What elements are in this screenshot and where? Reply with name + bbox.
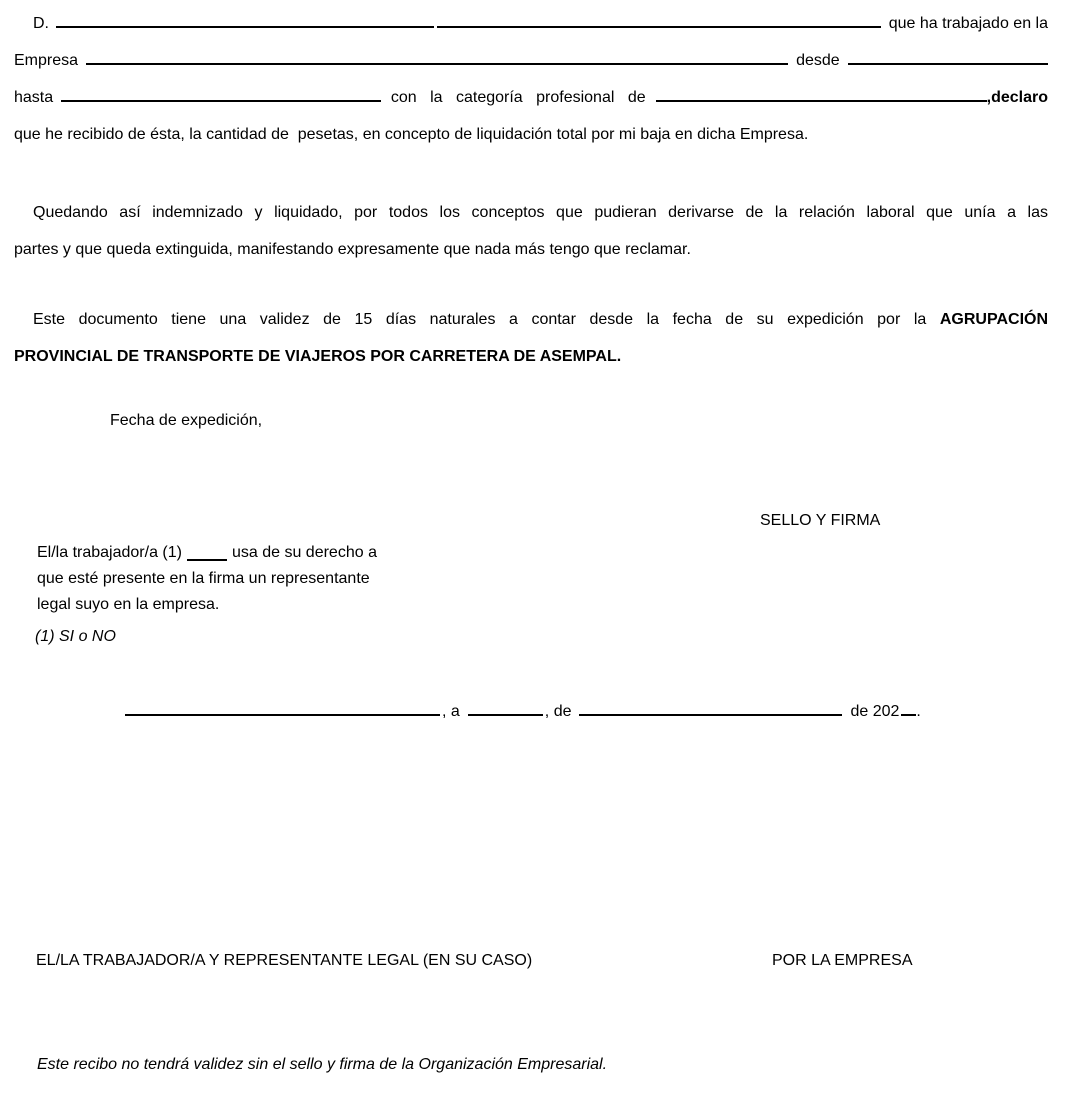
place-date-line <box>125 703 921 721</box>
validity-text: Este documento tiene una validez de 15 días naturales a contar desde la fecha de su expedición por la <box>33 311 927 328</box>
year-prefix-text: de 202 <box>850 703 900 720</box>
since-label: desde <box>796 52 840 69</box>
issue-date-text: Fecha de expedición, <box>110 412 263 429</box>
paragraph2-line2 <box>14 231 1048 268</box>
worker-clause-line2: que esté presente en la firma un representante <box>37 570 370 587</box>
paragraph3-line1 <box>33 301 1048 338</box>
signature-right-label <box>772 952 913 970</box>
company-signature-caption: POR LA EMPRESA <box>772 952 913 969</box>
worker-clause-line1-suffix: usa de su derecho a <box>231 544 377 561</box>
org-name-bold-part2: PROVINCIAL DE TRANSPORTE DE VIAJEROS POR CARRETERA DE ASEMPAL. <box>14 348 622 365</box>
amount-statement-text: que he recibido de ésta, la cantidad de pesetas, en concepto de liquidación total por mi baja en dicha Empresa. <box>14 126 809 143</box>
paragraph2-line2-text: partes y que queda extinguida, manifestando expresamente que nada más tengo que reclamar. <box>14 241 691 258</box>
year-digit-blank <box>901 714 916 716</box>
start-date-blank <box>848 63 1048 65</box>
seal-signature-label <box>760 512 880 530</box>
comma-a-text: , a <box>442 703 460 720</box>
line-declarant <box>14 15 1048 33</box>
company-label: Empresa <box>14 52 79 69</box>
declaro-bold-text: ,declaro <box>986 89 1048 106</box>
signature-left-label <box>36 952 532 970</box>
period-text: . <box>916 703 921 720</box>
declarant-label: D. <box>33 15 49 32</box>
until-label: hasta <box>14 89 54 106</box>
line1-suffix-text: que ha trabajado en la <box>888 15 1048 32</box>
issue-date-label <box>110 412 262 430</box>
line-category <box>14 89 1048 107</box>
declarant-name-blank-1 <box>56 26 434 28</box>
job-category-blank <box>656 100 987 102</box>
place-blank <box>125 714 440 716</box>
validity-footnote-text: Este recibo no tendrá validez sin el sello y firma de la Organización Empresarial. <box>37 1056 608 1073</box>
end-date-blank <box>61 100 381 102</box>
comma-de-text: , de <box>544 703 572 720</box>
footnote-si-no-text: (1) SI o NO <box>35 628 116 645</box>
category-label: con la categoría profesional de <box>390 89 646 106</box>
org-name-bold-part1: AGRUPACIÓN <box>939 311 1049 328</box>
paragraph2-line1-text: Quedando así indemnizado y liquidado, por todos los conceptos que pudieran derivarse de la relación laboral que unía a las <box>33 204 1048 221</box>
worker-clause-line1 <box>37 540 457 566</box>
yes-no-blank <box>187 559 227 561</box>
footnote-si-no <box>35 628 116 646</box>
worker-signature-caption: EL/LA TRABAJADOR/A Y REPRESENTANTE LEGAL (EN SU CASO) <box>36 952 533 969</box>
line-company <box>14 52 1048 70</box>
paragraph2-line1 <box>33 194 1048 231</box>
seal-signature-text: SELLO Y FIRMA <box>760 512 881 529</box>
line-amount <box>14 126 1048 144</box>
worker-clause <box>37 540 457 618</box>
declarant-name-blank-2 <box>437 26 881 28</box>
company-name-blank <box>86 63 788 65</box>
worker-clause-line3: legal suyo en la empresa. <box>37 596 220 613</box>
worker-clause-line1-prefix: El/la trabajador/a (1) <box>37 544 182 561</box>
month-blank <box>579 714 842 716</box>
validity-footnote <box>37 1056 607 1074</box>
day-blank <box>468 714 543 716</box>
paragraph3-line2 <box>14 338 1048 375</box>
